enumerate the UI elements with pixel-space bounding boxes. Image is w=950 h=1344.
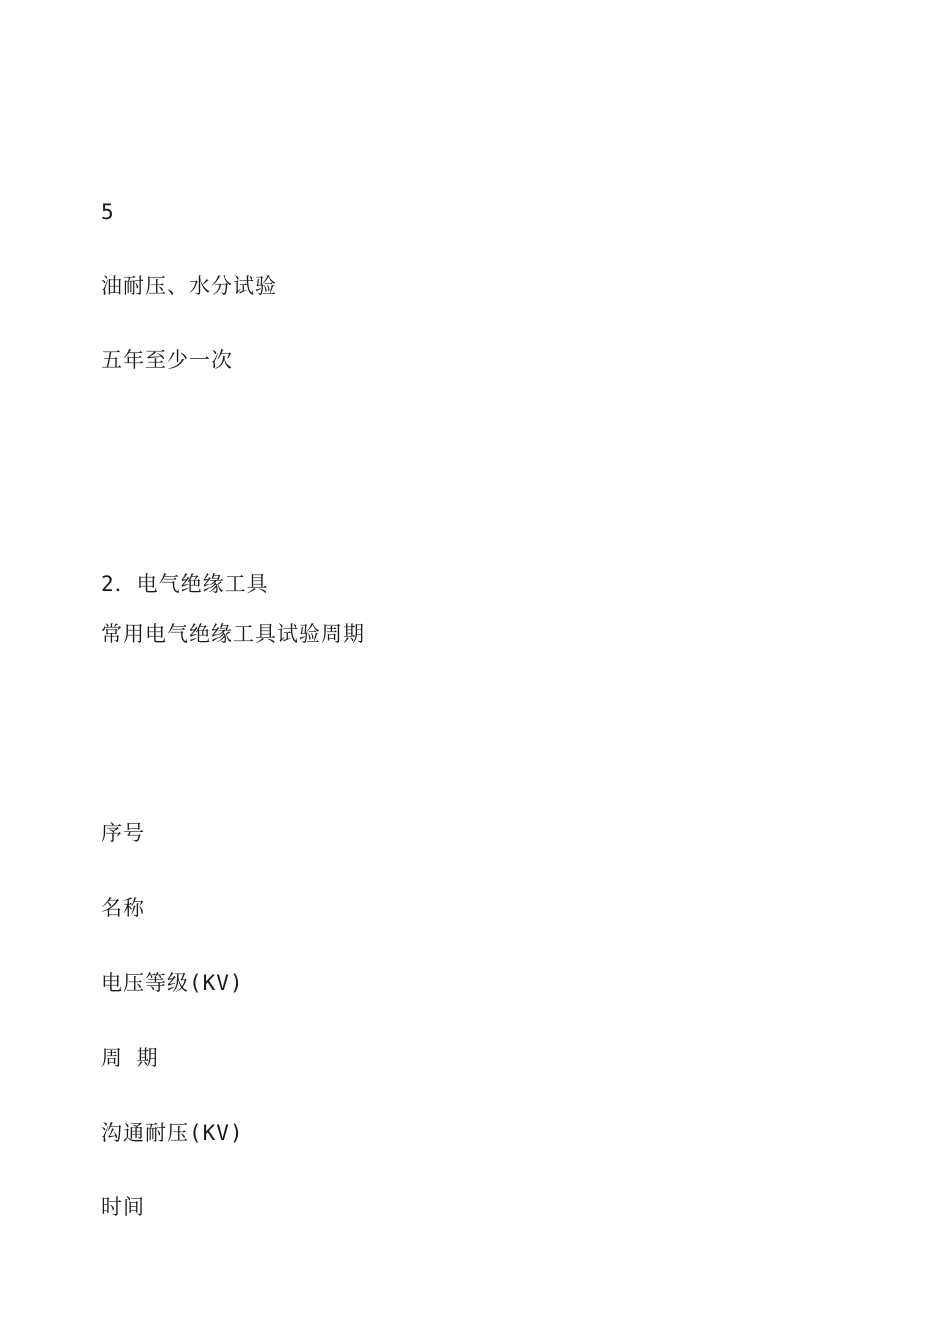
test-item: 油耐压、水分试验 <box>101 274 277 298</box>
row-number: 5 <box>101 200 115 224</box>
table-header-time: 时间 <box>101 1195 145 1219</box>
table-header-sequence: 序号 <box>101 821 145 845</box>
table-caption: 常用电气绝缘工具试验周期 <box>101 622 365 646</box>
table-header-withstand-voltage: 沟通耐压(KV) <box>101 1121 244 1145</box>
test-cycle: 五年至少一次 <box>101 348 233 372</box>
table-header-period: 周 期 <box>101 1046 159 1070</box>
table-header-voltage-level: 电压等级(KV) <box>101 971 244 995</box>
section-heading: 2．电气绝缘工具 <box>101 572 269 596</box>
table-header-name: 名称 <box>101 896 145 920</box>
